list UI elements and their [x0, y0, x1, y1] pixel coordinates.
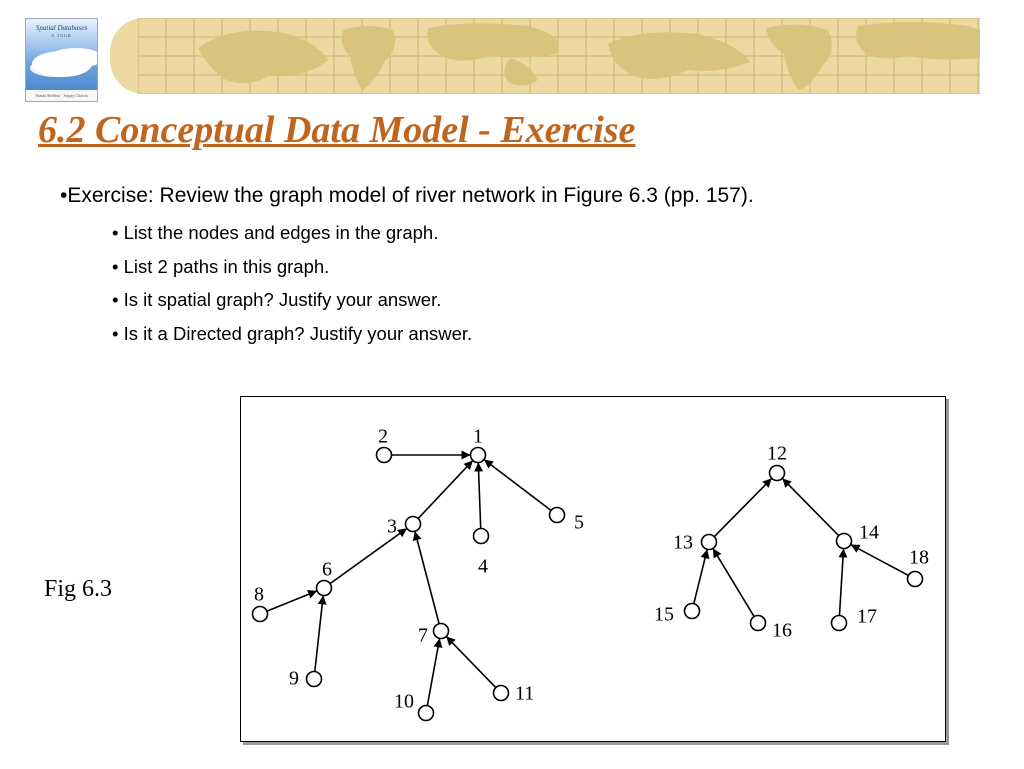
- node-10: [419, 706, 434, 721]
- slide-title: 6.2 Conceptual Data Model - Exercise: [38, 109, 636, 151]
- node-7: [434, 624, 449, 639]
- node-label-9: 9: [289, 667, 299, 690]
- sub-bullet: • List 2 paths in this graph.: [112, 255, 330, 277]
- node-11: [494, 686, 509, 701]
- node-13: [702, 535, 717, 550]
- figure-caption: Fig 6.3: [44, 576, 113, 602]
- node-label-16: 16: [772, 619, 792, 642]
- edge-16-to-13: [713, 548, 754, 616]
- node-4: [474, 529, 489, 544]
- node-6: [317, 581, 332, 596]
- node-label-4: 4: [478, 555, 488, 578]
- node-17: [832, 616, 847, 631]
- sub-bullet: • Is it spatial graph? Justify your answer.: [112, 289, 442, 310]
- river-network-graph: [1, 1, 1024, 769]
- sub-bullet: • Is it a Directed graph? Justify your answer.: [112, 322, 473, 344]
- node-5: [550, 508, 565, 523]
- node-label-8: 8: [254, 583, 264, 606]
- edge-17-to-14: [839, 548, 843, 615]
- edge-15-to-13: [694, 549, 707, 603]
- node-18: [908, 572, 923, 587]
- node-3: [406, 517, 421, 532]
- edge-3-to-1: [418, 460, 473, 518]
- node-label-11: 11: [515, 682, 535, 705]
- node-label-1: 1: [473, 425, 483, 448]
- node-label-2: 2: [378, 425, 388, 448]
- book-authors: Shashi Shekhar · Sanjay Chawla: [26, 90, 97, 101]
- node-14: [837, 534, 852, 549]
- edge-13-to-12: [714, 478, 771, 536]
- node-label-10: 10: [394, 690, 414, 713]
- edge-18-to-14: [851, 545, 909, 576]
- node-label-7: 7: [418, 624, 428, 647]
- node-9: [307, 672, 322, 687]
- node-2: [377, 448, 392, 463]
- node-label-3: 3: [387, 515, 397, 538]
- node-15: [685, 604, 700, 619]
- edge-11-to-7: [446, 636, 496, 687]
- edge-5-to-1: [484, 460, 551, 511]
- edge-8-to-6: [267, 591, 317, 611]
- node-label-12: 12: [767, 442, 787, 465]
- river-network-figure: [240, 396, 946, 742]
- node-8: [253, 607, 268, 622]
- node-label-15: 15: [654, 603, 674, 626]
- edge-4-to-1: [478, 462, 480, 528]
- node-12: [770, 466, 785, 481]
- book-title: Spatial Databases: [35, 24, 88, 32]
- node-label-6: 6: [322, 558, 332, 581]
- edge-7-to-3: [415, 531, 439, 623]
- edge-14-to-12: [782, 478, 838, 535]
- node-label-18: 18: [909, 546, 929, 569]
- node-1: [471, 448, 486, 463]
- book-subtitle: A TOUR: [51, 33, 72, 38]
- node-16: [751, 616, 766, 631]
- node-label-14: 14: [859, 521, 879, 544]
- node-label-5: 5: [574, 511, 584, 534]
- edge-9-to-6: [315, 595, 323, 671]
- edge-10-to-7: [427, 638, 439, 705]
- node-label-17: 17: [857, 605, 877, 628]
- main-bullet-text: •Exercise: Review the graph model of river network in Figure 6.3 (pp. 157).: [60, 184, 754, 207]
- node-label-13: 13: [673, 531, 693, 554]
- sub-bullet: • List the nodes and edges in the graph.: [112, 222, 439, 243]
